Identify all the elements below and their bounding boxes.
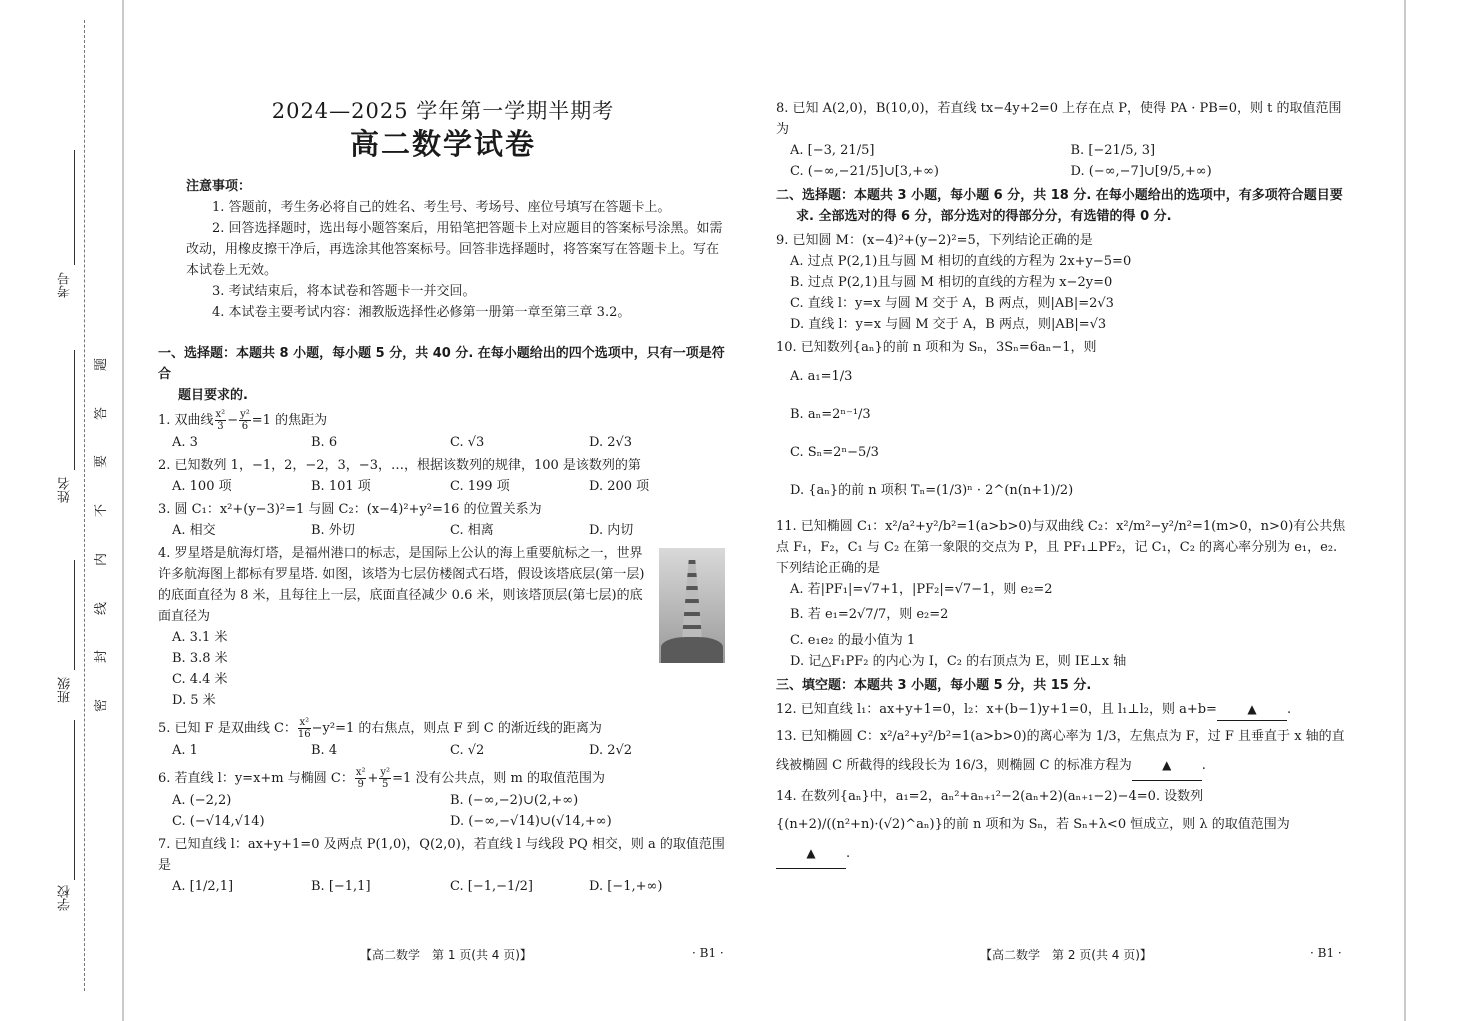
page-2-footer: 【高二数学 第 2 页(共 4 页)】 [980, 948, 1152, 962]
option-d: D. [−1,+∞) [589, 879, 663, 894]
option-d: D. 2√2 [589, 743, 633, 758]
option-c: C. 相离 [450, 523, 494, 538]
option-a: A. 3 [172, 435, 198, 450]
option-a: A. 100 项 [172, 479, 232, 494]
question-13: 13. 已知椭圆 C：x²/a²+y²/b²=1(a>b>0)的离心率为 1/3，左焦点为 F，过 F 且垂直于 x 轴的直线被椭圆 C 所截得的线段长为 16/3，则椭圆 C 的标准方程为 ▲ . [776, 723, 1351, 781]
triangle-icon: ▲ [806, 846, 816, 860]
option-d: D. 2√3 [589, 435, 633, 450]
seal-char: 封 [94, 650, 110, 664]
seal-char: 内 [94, 552, 110, 566]
tree-shape [661, 637, 723, 663]
line-xingming [74, 350, 75, 470]
question-6: 6. 若直线 l：y=x+m 与椭圆 C： $\frac{\text{x²}}{9}$ + $\frac{\text{y²}}{5}$ =1 没有公共点，则 m 的取值范围为 A. (−2,2) B. (−∞,−2)∪(2,+∞) C. (−√14,√14) D. (−∞,−√14)∪(√14,+∞) [158, 767, 728, 832]
page-1-footer: 【高二数学 第 1 页(共 4 页)】 [360, 948, 532, 962]
exam-subtitle: 高二数学试卷 [349, 127, 536, 161]
seal-char: 不 [94, 504, 110, 518]
option-b: B. [−21/5, 3] [1070, 143, 1156, 158]
label-xingming: 姓名 [58, 477, 73, 503]
page-2-tag: · B1 · [1310, 946, 1342, 960]
answer-blank [1132, 751, 1202, 781]
exam-page-2 [776, 96, 1351, 871]
option-c: C. √2 [450, 743, 485, 758]
option-d: D. 内切 [589, 523, 634, 538]
section-3-heading: 三、填空题：本题共 3 小题，每小题 5 分，共 15 分. [776, 678, 1092, 693]
question-12: 12. 已知直线 l₁：ax+y+1=0，l₂：x+(b−1)y+1=0，且 l₁⊥l₂，则 a+b= ▲ . [776, 699, 1351, 721]
option-c: C. e₁e₂ 的最小值为 1 [790, 633, 916, 648]
seal-warning [92, 355, 108, 715]
notice-item: 2. 回答选择题时，选出每小题答案后，用铅笔把答题卡上对应题目的答案标号涂黑。如需改动，用橡皮擦干净后，再选涂其他答案标号。回答非选择题时，将答案写在答题卡上。写在本试卷上无效。 [186, 221, 723, 278]
option-d: D. {aₙ}的前 n 项积 Tₙ=(1/3)ⁿ · 2^(n(n+1)/2) [790, 483, 1074, 498]
option-b: B. 外切 [311, 523, 355, 538]
option-c: C. 4.4 米 [172, 672, 228, 687]
option-b: B. 6 [311, 435, 338, 450]
page-1-tag: · B1 · [692, 946, 724, 960]
option-b: B. 3.8 米 [172, 651, 228, 666]
triangle-icon: ▲ [1247, 702, 1257, 716]
option-a: A. 若|PF₁|=√7+1，|PF₂|=√7−1，则 e₂=2 [790, 582, 1053, 597]
notice-item: 1. 答题前，考生务必将自己的姓名、考生号、考场号、座位号填写在答题卡上。 [212, 200, 671, 215]
question-1: 1. 双曲线 $\frac{\text{x²}}{3}$ − $\frac{\text{y²}}{6}$ =1 的焦距为 A. 3 B. 6 C. √3 D. 2√3 [158, 409, 728, 453]
question-11: 11. 已知椭圆 C₁：x²/a²+y²/b²=1(a>b>0)与双曲线 C₂：x²/m²−y²/n²=1(m>0，n>0)有公共焦点 F₁，F₂，C₁ 与 C₂ 在第一象限的交点为 P，且 PF₁⊥PF₂，记 C₁，C₂ 的离心率分别为 e₁，e₂. 下列结论正确的是 A. 若|PF₁|=√7+1，|PF₂|=√7−1，则 e₂=2 B. 若 e₁=2√7/7，则 e₂=2 C. e₁e₂ 的最小值为 1 D. 记△F₁PF₂ 的内心为 I，C₂ 的右顶点为 E，则 IE⊥x 轴 [776, 516, 1351, 672]
option-a: A. 1 [172, 743, 198, 758]
option-b: B. 若 e₁=2√7/7，则 e₂=2 [790, 607, 949, 622]
option-a: A. 过点 P(2,1)且与圆 M 相切的直线的方程为 2x+y−5=0 [790, 254, 1132, 269]
option-c: C. 199 项 [450, 479, 510, 494]
line-xuexiao [74, 720, 75, 880]
seal-dashed-line [84, 20, 85, 991]
option-a: A. [−3, 21/5] [790, 143, 875, 158]
option-b: B. 4 [311, 743, 338, 758]
notice-item: 4. 本试卷主要考试内容：湘教版选择性必修第一册第一章至第三章 3.2。 [212, 305, 631, 320]
right-edge-line [1404, 0, 1406, 1021]
option-b: B. 101 项 [311, 479, 371, 494]
notice-block [186, 176, 728, 323]
seal-char: 答 [94, 406, 110, 420]
binding-margin [0, 0, 128, 1021]
question-8: 8. 已知 A(2,0)，B(10,0)，若直线 tx−4y+2=0 上存在点 P，使得 PA · PB=0，则 t 的取值范围为 A. [−3, 21/5] B. [−21/5, 3] C. (−∞,−21/5]∪[3,+∞) D. (−∞,−7]∪[9/5,+∞) [776, 98, 1351, 182]
question-10: 10. 已知数列{aₙ}的前 n 项和为 Sₙ，3Sₙ=6aₙ−1，则 A. a₁=1/3 B. aₙ=2ⁿ⁻¹/3 C. Sₙ=2ⁿ−5/3 D. {aₙ}的前 n 项积 Tₙ=(1/3)ⁿ · 2^(n(n+1)/2) [776, 337, 1351, 510]
line-banji [74, 560, 75, 670]
question-14: 14. 在数列{aₙ}中，a₁=2，aₙ²+aₙ₊₁²−2(aₙ+2)(aₙ₊₁−2)−4=0. 设数列{(n+2)/((n²+n)·(√2)^aₙ)}的前 n 项和为 Sₙ，若 Sₙ+λ<0 恒成立，则 λ 的取值范围为▲ . [776, 783, 1351, 869]
label-kaohao: 考号 [58, 272, 73, 298]
luoxing-tower-photo [659, 548, 725, 663]
option-d: D. 200 项 [589, 479, 650, 494]
option-b: B. [−1,1] [311, 879, 371, 894]
seal-char: 要 [94, 455, 110, 469]
option-c: C. [−1,−1/2] [450, 879, 534, 894]
option-a: A. 相交 [172, 523, 216, 538]
option-d: D. (−∞,−√14)∪(√14,+∞) [450, 814, 612, 829]
option-c: C. √3 [450, 435, 485, 450]
exam-page-1 [158, 92, 728, 899]
section-2-heading: 二、选择题：本题共 3 小题，每小题 6 分，共 18 分. 在每小题给出的选项中，有多项符合题目要 求. 全部选对的得 6 分，部分选对的得部分分，有选错的得 0 分. [776, 188, 1343, 224]
option-a: A. (−2,2) [172, 793, 232, 808]
seal-char: 题 [94, 357, 110, 372]
question-2: 2. 已知数列 1，−1，2，−2，3，−3，…，根据该数列的规律，100 是该数列的第 A. 100 项 B. 101 项 C. 199 项 D. 200 项 [158, 455, 728, 497]
option-d: D. 记△F₁PF₂ 的内心为 I，C₂ 的右顶点为 E，则 IE⊥x 轴 [790, 654, 1127, 669]
section-1-heading: 一、选择题：本题共 8 小题，每小题 5 分，共 40 分. 在每小题给出的四个选项中，只有一项是符合 题目要求的. [158, 346, 725, 403]
label-xuexiao: 学校 [58, 885, 73, 911]
exam-title: 2024—2025 学年第一学期半期考 [271, 99, 615, 123]
seal-char: 线 [94, 601, 110, 615]
option-a: A. 3.1 米 [172, 630, 228, 645]
option-c: C. Sₙ=2ⁿ−5/3 [790, 445, 879, 460]
option-a: A. a₁=1/3 [790, 369, 853, 384]
notice-item: 3. 考试结束后，将本试卷和答题卡一并交回。 [212, 284, 476, 299]
option-d: D. 直线 l：y=x 与圆 M 交于 A，B 两点，则|AB|=√3 [790, 317, 1107, 332]
question-5: 5. 已知 F 是双曲线 C： $\frac{\text{x²}}{16}$ −y²=1 的右焦点，则点 F 到 C 的渐近线的距离为 A. 1 B. 4 C. √2 D. 2√2 [158, 717, 728, 761]
triangle-icon: ▲ [1162, 758, 1172, 772]
question-4: 4. 罗星塔是航海灯塔，是福州港口的标志，是国际上公认的海上重要航标之一，世界许多航海图上都标有罗星塔. 如图，该塔为七层仿楼阁式石塔，假设该塔底层(第一层)的底面直径为 8 米，且每往上一层，底面直径减少 0.6 米，则该塔顶层(第七层)的底面直径为 A. 3.1 米 B. 3.8 米 C. 4.4 米 D. 5 米 [158, 543, 653, 711]
option-b: B. aₙ=2ⁿ⁻¹/3 [790, 407, 871, 422]
question-9: 9. 已知圆 M：(x−4)²+(y−2)²=5，下列结论正确的是 A. 过点 P(2,1)且与圆 M 相切的直线的方程为 2x+y−5=0 B. 过点 P(2,1)且与圆 M 相切的直线的方程为 x−2y=0 C. 直线 l：y=x 与圆 M 交于 A，B 两点，则|AB|=2√3 D. 直线 l：y=x 与圆 M 交于 A，B 两点，则|AB|=√3 [776, 230, 1351, 335]
option-b: B. (−∞,−2)∪(2,+∞) [450, 793, 579, 808]
notice-heading: 注意事项： [186, 179, 252, 194]
option-c: C. 直线 l：y=x 与圆 M 交于 A，B 两点，则|AB|=2√3 [790, 296, 1114, 311]
option-d: D. (−∞,−7]∪[9/5,+∞) [1070, 164, 1212, 179]
line-kaohao [74, 150, 75, 265]
option-c: C. (−√14,√14) [172, 814, 265, 829]
question-7: 7. 已知直线 l：ax+y+1=0 及两点 P(1,0)，Q(2,0)，若直线 l 与线段 PQ 相交，则 a 的取值范围是 A. [1/2,1] B. [−1,1] C. [−1,−1/2] D. [−1,+∞) [158, 834, 728, 897]
option-a: A. [1/2,1] [172, 879, 234, 894]
label-banji: 班级 [58, 677, 73, 703]
option-b: B. 过点 P(2,1)且与圆 M 相切的直线的方程为 x−2y=0 [790, 275, 1113, 290]
answer-blank [776, 839, 846, 869]
option-c: C. (−∞,−21/5]∪[3,+∞) [790, 164, 939, 179]
answer-blank [1217, 699, 1287, 721]
seal-char: 密 [94, 698, 110, 712]
question-3: 3. 圆 C₁：x²+(y−3)²=1 与圆 C₂：(x−4)²+y²=16 的位置关系为 A. 相交 B. 外切 C. 相离 D. 内切 [158, 499, 728, 541]
option-d: D. 5 米 [172, 693, 216, 708]
